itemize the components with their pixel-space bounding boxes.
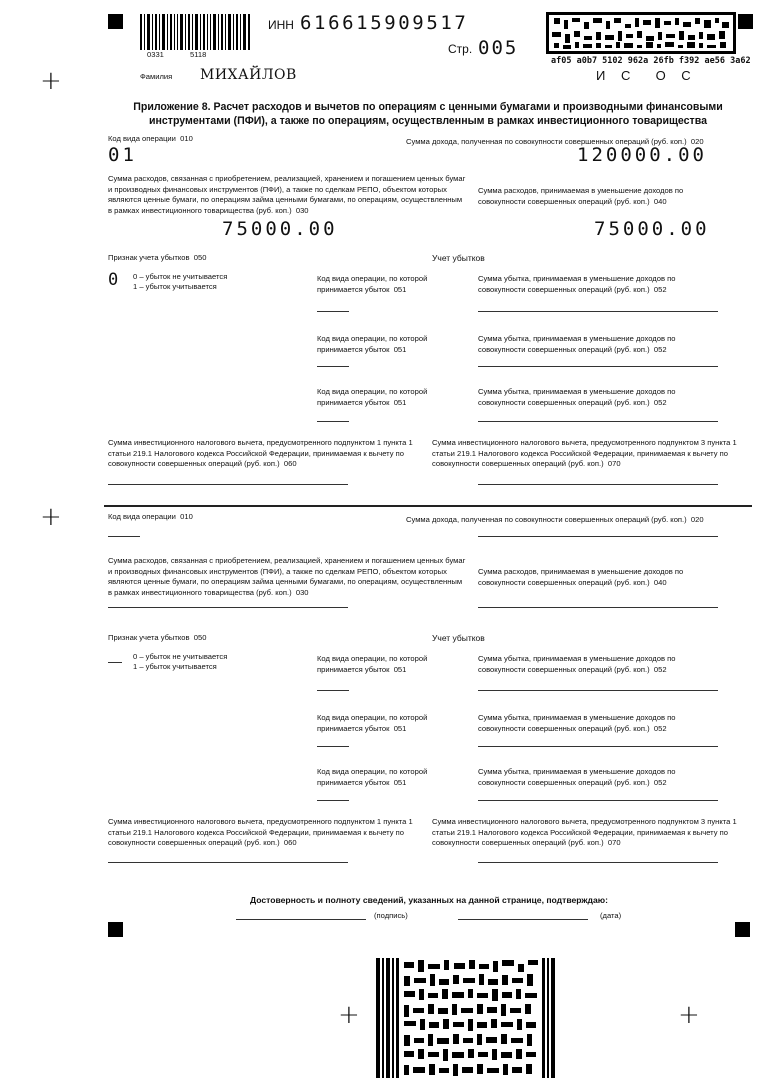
op-code-label: Код вида операции 010 xyxy=(108,134,193,143)
loss-sum-field[interactable] xyxy=(478,421,718,422)
corner-marker-bottom-left xyxy=(108,922,123,937)
inn-value: 616615909517 xyxy=(300,12,469,34)
registration-cross-icon: + xyxy=(40,502,62,532)
income-sum-value[interactable]: 120000.00 xyxy=(577,144,707,166)
initials: И С О С xyxy=(596,68,697,83)
loss-sum-label: Сумма убытка, принимаемая в уменьшение доходов по совокупности совершенных операций (руб. коп.) 052 xyxy=(478,274,676,294)
loss-accounting-label: Учет убытков xyxy=(432,633,485,643)
income-sum-field[interactable] xyxy=(478,536,718,537)
loss-sum-label: Сумма убытка, принимаемая в уменьшение доходов по совокупности совершенных операций (руб. коп.) 052 xyxy=(478,387,676,407)
corner-marker-bottom-right xyxy=(735,922,750,937)
loss-op-code-field[interactable] xyxy=(317,366,349,367)
page-title: Приложение 8. Расчет расходов и вычетов по операциям с ценными бумагами и производными финансовыми инструментами (ПФИ), а также по операциям, осуществленным в рамках инвестиционного товарищества xyxy=(133,101,723,127)
corner-marker-top-right xyxy=(738,14,753,29)
registration-cross-icon: + xyxy=(678,1000,700,1030)
date-field[interactable] xyxy=(458,919,588,920)
loss-option-1: 1 – убыток учитывается xyxy=(133,662,217,671)
bottom-2d-barcode xyxy=(376,958,556,1078)
loss-op-code-label: Код вида операции, по которой принимается убыток 051 xyxy=(317,334,428,354)
loss-sum-field[interactable] xyxy=(478,311,718,312)
registration-cross-icon: + xyxy=(40,66,62,96)
signature-field[interactable] xyxy=(236,919,366,920)
deduction-3-label: Сумма инвестиционного налогового вычета, предусмотренного подпунктом 3 пункта 1 статьи 219.1 Налогового кодекса Российской Федерации, принимаемая к вычету по совокупности совершенных операций (руб. коп.) 070 xyxy=(432,817,737,847)
loss-flag-field[interactable] xyxy=(108,662,122,663)
expenses-label: Сумма расходов, связанная с приобретением, реализацией, хранением и погашением ценных бумаг и производных финансовых инструментов (ПФИ), а также по сделкам РЕПО, объектом которых являются ценные бумаги, по операциям займа ценными бумагами, по операциям, осуществленным в рамках инвестиционного товарищества (руб. коп.) 030 xyxy=(108,174,466,215)
loss-flag-label: Признак учета убытков 050 xyxy=(108,253,207,262)
loss-sum-label: Сумма убытка, принимаемая в уменьшение доходов по совокупности совершенных операций (руб. коп.) 052 xyxy=(478,654,676,674)
hash-text: af05 a0b7 5102 962a 26fb f392 ae56 3a62 xyxy=(551,56,751,66)
loss-option-0: 0 – убыток не учитывается xyxy=(133,272,228,281)
loss-op-code-field[interactable] xyxy=(317,746,349,747)
expenses-accepted-field[interactable] xyxy=(478,607,718,608)
loss-sum-field[interactable] xyxy=(478,800,718,801)
op-code-value[interactable]: 01 xyxy=(108,144,137,166)
signature-caption: (подпись) xyxy=(374,911,408,920)
date-caption: (дата) xyxy=(600,911,622,920)
barcode-digits-left: 0331 xyxy=(147,50,164,59)
loss-op-code-label: Код вида операции, по которой принимается убыток 051 xyxy=(317,713,428,733)
income-sum-label: Сумма дохода, полученная по совокупности совершенных операций (руб. коп.) 020 xyxy=(406,137,704,146)
loss-op-code-field[interactable] xyxy=(317,311,349,312)
inn-label: ИНН xyxy=(268,18,294,32)
expenses-accepted-label: Сумма расходов, принимаемая в уменьшение доходов по совокупности совершенных операций (руб. коп.) 040 xyxy=(478,186,684,206)
deduction-1-label: Сумма инвестиционного налогового вычета, предусмотренного подпунктом 1 пункта 1 статьи 219.1 Налогового кодекса Российской Федерации, принимаемая к вычету по совокупности совершенных операций (руб. коп.) 060 xyxy=(108,817,413,847)
income-sum-label: Сумма дохода, полученная по совокупности совершенных операций (руб. коп.) 020 xyxy=(406,515,704,524)
registration-cross-icon: + xyxy=(338,1000,360,1030)
loss-op-code-field[interactable] xyxy=(317,800,349,801)
loss-sum-label: Сумма убытка, принимаемая в уменьшение доходов по совокупности совершенных операций (руб. коп.) 052 xyxy=(478,767,676,787)
loss-option-0: 0 – убыток не учитывается xyxy=(133,652,228,661)
loss-sum-field[interactable] xyxy=(478,366,718,367)
loss-op-code-field[interactable] xyxy=(317,690,349,691)
loss-op-code-label: Код вида операции, по которой принимается убыток 051 xyxy=(317,654,428,674)
surname-value: МИХАЙЛОВ xyxy=(200,67,297,83)
op-code-field[interactable] xyxy=(108,536,140,537)
loss-sum-field[interactable] xyxy=(478,746,718,747)
deduction-3-field[interactable] xyxy=(478,484,718,485)
loss-flag-value[interactable]: 0 xyxy=(108,270,119,290)
deduction-3-field[interactable] xyxy=(478,862,718,863)
form-barcode xyxy=(140,14,252,50)
loss-op-code-label: Код вида операции, по которой принимается убыток 051 xyxy=(317,767,428,787)
loss-option-1: 1 – убыток учитывается xyxy=(133,282,217,291)
deduction-3-label: Сумма инвестиционного налогового вычета, предусмотренного подпунктом 3 пункта 1 статьи 219.1 Налогового кодекса Российской Федерации, принимаемая к вычету по совокупности совершенных операций (руб. коп.) 070 xyxy=(432,438,737,468)
expenses-accepted-label: Сумма расходов, принимаемая в уменьшение доходов по совокупности совершенных операций (руб. коп.) 040 xyxy=(478,567,684,587)
loss-sum-label: Сумма убытка, принимаемая в уменьшение доходов по совокупности совершенных операций (руб. коп.) 052 xyxy=(478,713,676,733)
loss-flag-label: Признак учета убытков 050 xyxy=(108,633,207,642)
expenses-field[interactable] xyxy=(108,607,348,608)
expenses-label: Сумма расходов, связанная с приобретением, реализацией, хранением и погашением ценных бумаг и производных финансовых инструментов (ПФИ), а также по сделкам РЕПО, объектом которых являются ценные бумаги, по операциям займа ценными бумагами, по операциям, осуществленным в рамках инвестиционного товарищества (руб. коп.) 030 xyxy=(108,556,466,597)
deduction-1-field[interactable] xyxy=(108,484,348,485)
op-code-label: Код вида операции 010 xyxy=(108,512,193,521)
corner-marker-top-left xyxy=(108,14,123,29)
section-divider xyxy=(104,505,752,507)
barcode-digits-right: 5118 xyxy=(190,50,207,59)
expenses-value[interactable]: 75000.00 xyxy=(222,218,338,240)
page-label: Стр. xyxy=(448,42,473,56)
deduction-1-label: Сумма инвестиционного налогового вычета, предусмотренного подпунктом 1 пункта 1 статьи 219.1 Налогового кодекса Российской Федерации, принимаемая к вычету по совокупности совершенных операций (руб. коп.) 060 xyxy=(108,438,413,468)
loss-op-code-label: Код вида операции, по которой принимается убыток 051 xyxy=(317,387,428,407)
loss-sum-label: Сумма убытка, принимаемая в уменьшение доходов по совокупности совершенных операций (руб. коп.) 052 xyxy=(478,334,676,354)
deduction-1-field[interactable] xyxy=(108,862,348,863)
page-number: 005 xyxy=(478,37,519,59)
loss-op-code-field[interactable] xyxy=(317,421,349,422)
loss-sum-field[interactable] xyxy=(478,690,718,691)
surname-label: Фамилия xyxy=(140,72,173,81)
qr-code xyxy=(546,12,736,54)
loss-accounting-label: Учет убытков xyxy=(432,253,485,263)
loss-op-code-label: Код вида операции, по которой принимается убыток 051 xyxy=(317,274,428,294)
confirmation-text: Достоверность и полноту сведений, указанных на данной странице, подтверждаю: xyxy=(250,895,608,905)
expenses-accepted-value[interactable]: 75000.00 xyxy=(594,218,710,240)
